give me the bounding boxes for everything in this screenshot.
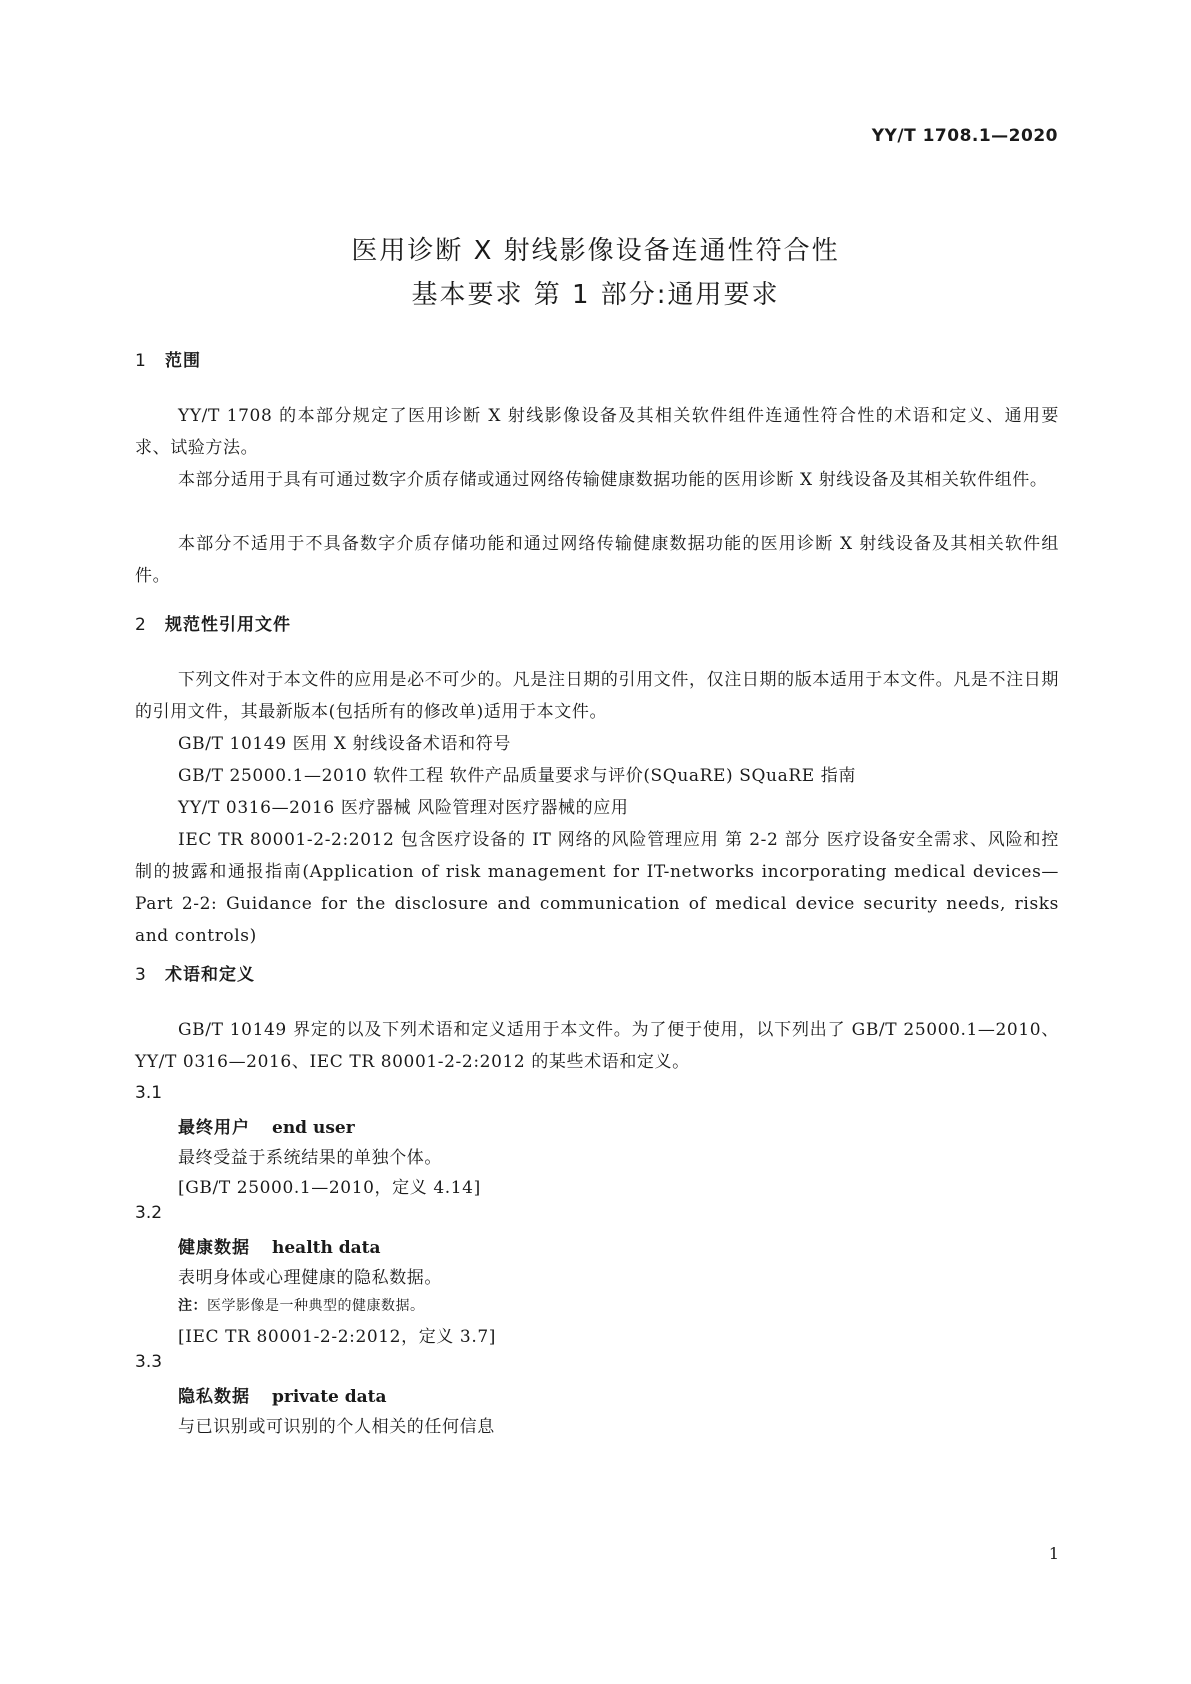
section-number: 1 — [135, 351, 147, 371]
term-number: 3.2 — [135, 1203, 163, 1223]
paragraph: 本部分适用于具有可通过数字介质存储或通过网络传输健康数据功能的医用诊断 X 射线设备及其相关软件组件。 — [178, 470, 1048, 490]
term-name-en: end user — [272, 1118, 355, 1138]
note-label: 注： — [178, 1298, 207, 1314]
paragraph: 下列文件对于本文件的应用是必不可少的。凡是注日期的引用文件，仅注日期的版本适用于本文件。凡是不注日期的引用文件，其最新版本(包括所有的修改单)适用于本文件。 — [135, 670, 1059, 722]
term-definition: 与已识别或可识别的个人相关的任何信息 — [178, 1417, 495, 1437]
reference-item: IEC TR 80001-2-2:2012 包含医疗设备的 IT 网络的风险管理应用 第 2-2 部分 医疗设备安全需求、风险和控制的披露和通报指南(Application of risk management for IT-networks incorporating medical devices—Part 2-2: Guidance for the disclosure and communication of medical device security needs, risks and controls) — [135, 830, 1059, 946]
reference-item: GB/T 10149 医用 X 射线设备术语和符号 — [178, 734, 511, 754]
document-title-line1: 医用诊断 X 射线影像设备连通性符合性 — [351, 236, 840, 266]
term-name-zh: 最终用户 — [178, 1118, 250, 1138]
term-source: [IEC TR 80001-2-2:2012，定义 3.7] — [178, 1327, 496, 1347]
document-title-line2: 基本要求 第 1 部分:通用要求 — [411, 280, 780, 310]
term-name — [178, 1382, 387, 1407]
term-name-en: health data — [272, 1238, 381, 1258]
term-note — [178, 1295, 425, 1315]
term-name — [178, 1113, 355, 1138]
term-name — [178, 1233, 381, 1258]
page-number: 1 — [1048, 1544, 1059, 1563]
term-name-zh: 健康数据 — [178, 1238, 250, 1258]
paragraph: GB/T 10149 界定的以及下列术语和定义适用于本文件。为了便于使用，以下列出了 GB/T 25000.1—2010、YY/T 0316—2016、IEC TR 80001-2-2:2012 的某些术语和定义。 — [135, 1020, 1059, 1072]
term-name-en: private data — [272, 1387, 387, 1407]
term-number: 3.3 — [135, 1352, 163, 1372]
section-heading-normative-references — [135, 610, 291, 635]
section-title: 规范性引用文件 — [165, 615, 291, 635]
section-title: 范围 — [165, 351, 201, 371]
term-definition: 表明身体或心理健康的隐私数据。 — [178, 1268, 442, 1288]
section-number: 2 — [135, 615, 147, 635]
paragraph: YY/T 1708 的本部分规定了医用诊断 X 射线影像设备及其相关软件组件连通性符合性的术语和定义、通用要求、试验方法。 — [135, 406, 1059, 458]
term-number: 3.1 — [135, 1083, 163, 1103]
standard-code: YY/T 1708.1—2020 — [871, 126, 1058, 146]
section-title: 术语和定义 — [165, 965, 255, 985]
term-source: [GB/T 25000.1—2010，定义 4.14] — [178, 1178, 481, 1198]
term-name-zh: 隐私数据 — [178, 1387, 250, 1407]
paragraph: 本部分不适用于不具备数字介质存储功能和通过网络传输健康数据功能的医用诊断 X 射线设备及其相关软件组件。 — [135, 534, 1059, 586]
section-heading-scope — [135, 346, 201, 371]
section-heading-terms-definitions — [135, 960, 255, 985]
term-definition: 最终受益于系统结果的单独个体。 — [178, 1148, 442, 1168]
section-number: 3 — [135, 965, 147, 985]
note-text: 医学影像是一种典型的健康数据。 — [207, 1298, 425, 1314]
reference-item: YY/T 0316—2016 医疗器械 风险管理对医疗器械的应用 — [178, 798, 629, 818]
reference-item: GB/T 25000.1—2010 软件工程 软件产品质量要求与评价(SQuaRE) SQuaRE 指南 — [178, 766, 856, 786]
